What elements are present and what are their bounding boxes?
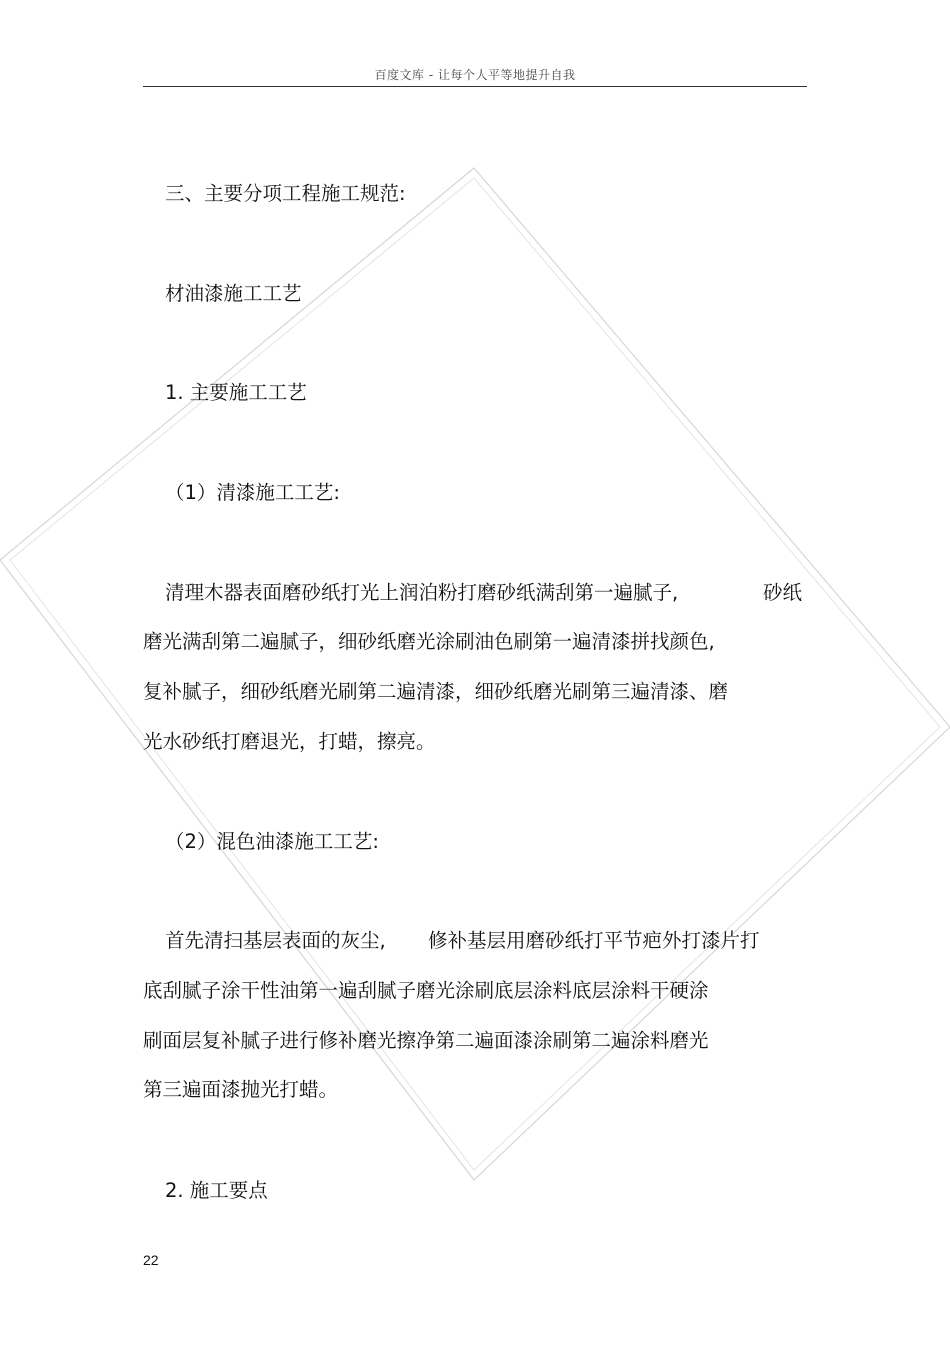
para1-line1-tail: 砂纸: [763, 581, 803, 604]
para2-line1-tail: 修补基层用磨砂纸打平节疤外打漆片打: [428, 929, 760, 952]
item1-heading: 1. 主要施工工艺: [165, 381, 307, 404]
header-divider: [143, 86, 807, 87]
page-number: 22: [143, 1252, 159, 1268]
para2-line4: 第三遍面漆抛光打蜡。: [143, 1078, 339, 1101]
para1-line3: 复补腻子，细砂纸磨光刷第二遍清漆，细砂纸磨光刷第三遍清漆、磨: [143, 680, 729, 703]
subtitle: 材油漆施工工艺: [165, 282, 302, 305]
sub2-heading: （2）混色油漆施工工艺:: [165, 830, 379, 853]
item2-heading: 2. 施工要点: [165, 1179, 268, 1202]
para2-line2: 底刮腻子涂干性油第一遍刮腻子磨光涂刷底层涂料底层涂料干硬涂: [143, 979, 709, 1002]
page-header: 百度文库 - 让每个人平等地提升自我: [374, 68, 576, 82]
para2-line1: 首先清扫基层表面的灰尘,: [165, 929, 386, 952]
section-title: 三、主要分项工程施工规范:: [165, 182, 406, 205]
para1-line2: 磨光满刮第二遍腻子，细砂纸磨光涂刷油色刷第一遍清漆拼找颜色,: [143, 630, 715, 653]
sub1-heading: （1）清漆施工工艺:: [165, 481, 340, 504]
para1-line4: 光水砂纸打磨退光，打蜡，擦亮。: [143, 730, 436, 753]
para1-line1: 清理木器表面磨砂纸打光上润泊粉打磨砂纸满刮第一遍腻子,: [165, 581, 679, 604]
para2-line3: 刷面层复补腻子进行修补磨光擦净第二遍面漆涂刷第二遍涂料磨光: [143, 1029, 709, 1052]
